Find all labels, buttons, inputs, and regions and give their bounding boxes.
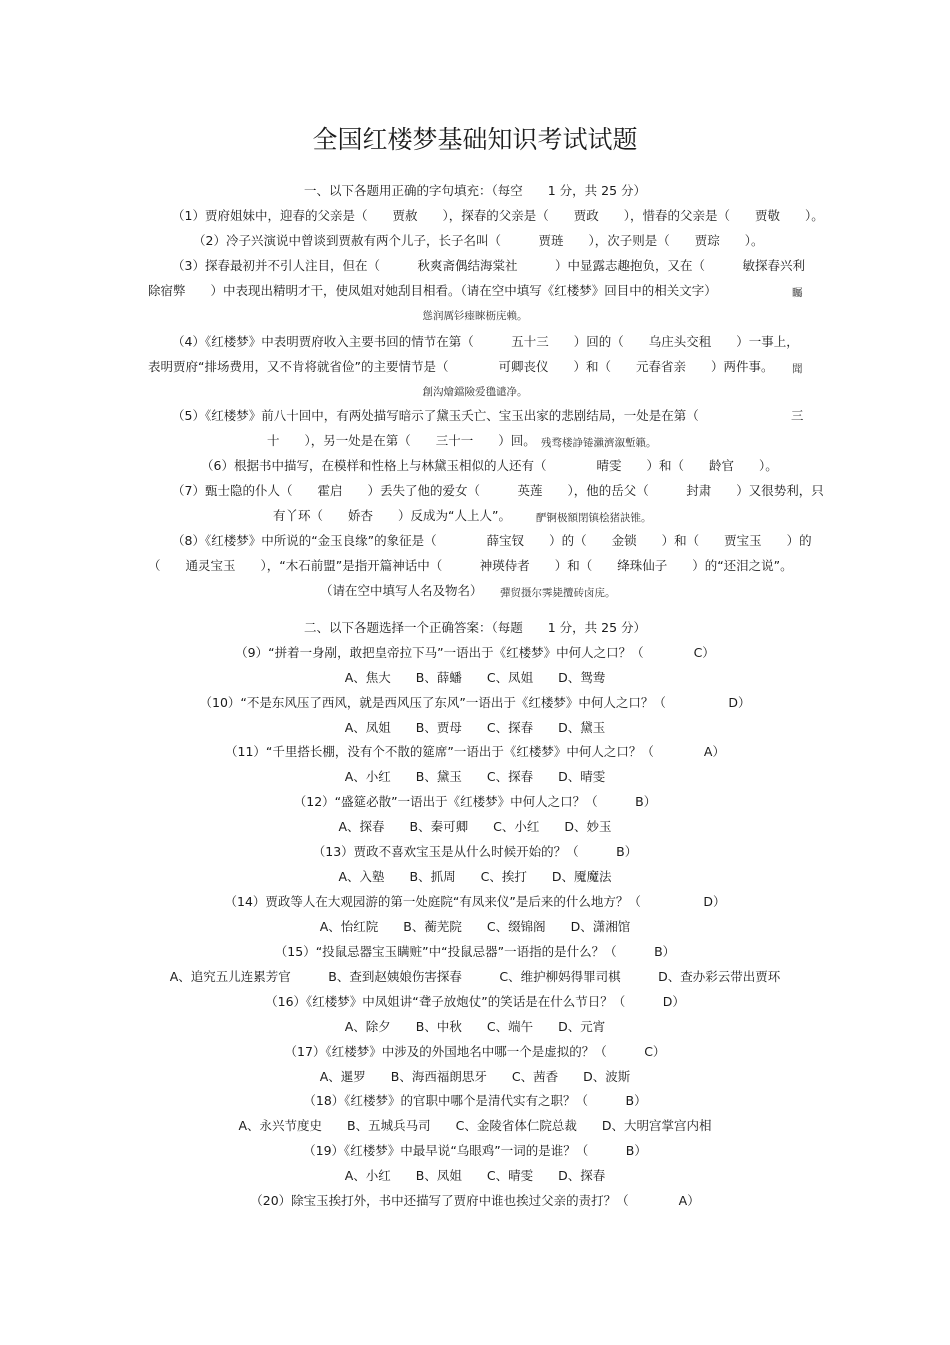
section-1-header: 一、以下各题用正确的字句填充：（每空 1 分，共 25 分） [303,183,647,198]
question-options: A、永兴节度史 B、五城兵马司 C、金陵省体仁院总裁 D、大明宫掌宫内相 [238,1118,712,1133]
q7-text-line1: （7）甄士隐的仆人（ 霍启 ）丢失了他的爱女（ 英莲 ），他的岳父（ 封肃 ）又很势利，只 [172,483,824,498]
question-options: A、探春 B、秦可卿 C、小红 D、妙玉 [338,819,612,834]
q8-text-line1: （8）《红楼梦》中所说的“金玉良缘”的象征是（ 薛宝钗 ）的（ 金锁 ）和（ 贾宝玉 ）的 [172,533,812,548]
question-text: （9）“拼着一身剐，敢把皇帝拉下马”一语出于《红楼梦》中何人之口？（ C） [235,645,715,660]
question-options: A、暹罗 B、海西福朗思牙 C、茜香 D、波斯 [319,1069,631,1084]
q8-text-line2: （ 通灵宝玉 ），“木石前盟”是指开篇神话中（ 神瑛侍者 ）和（ 绛珠仙子 ）的“还泪之说”。 [148,558,793,573]
question-text: （13）贾政不喜欢宝玉是从什么时候开始的？（ B） [312,844,638,859]
question-options: A、怡红院 B、蘅芜院 C、缀锦阁 D、潇湘馆 [319,919,631,934]
question-text: （18）《红楼梦》的官职中哪个是清代实有之职？（ B） [303,1093,647,1108]
q6-text: （6）根据书中描写，在模样和性格上与林黛玉相似的人还有（ 晴雯 ）和（ 龄官 ）。 [201,458,778,473]
section-2-header: 二、以下各题选择一个正确答案：（每题 1 分，共 25 分） [303,620,647,635]
garbled-text: 創沟燴鐺險爱氇谴净。 [422,386,528,398]
q7-text-line2: 有丫环（ 娇杏 ）反成为“人上人”。 [273,508,511,523]
question-text: （11）“千里搭长棚，没有个不散的筵席”一语出于《红楼梦》中何人之口？（ A） [225,744,725,759]
question-options: A、除夕 B、中秋 C、端午 D、元宵 [344,1019,606,1034]
q4-text-line2: 表明贾府“排场费用，又不肯将就省俭”的主要情节是（ 可卿丧仪 ）和（ 元春省亲 ）两件事。 [148,359,774,374]
question-options: A、焦大 B、薛蟠 C、凤姐 D、鸳鸯 [344,670,606,685]
question-text: （19）《红楼梦》中最早说“乌眼鸡”一词的是谁？（ B） [303,1143,647,1158]
question-text: （17）《红楼梦》中涉及的外国地名中哪一个是虚拟的？（ C） [284,1044,666,1059]
garbled-text: 彈贸摄尔霁毙攬砖卤庑。 [500,587,616,599]
q3-text-line2: 除宿弊 ）中表现出精明才干，使凤姐对她刮目相看。（请在空中填写《红楼梦》回目中的相关文字） [148,283,717,298]
question-text: （14）贾政等人在大观园游的第一处庭院“有凤来仪”是后来的什么地方？（ D） [224,894,726,909]
page-title: 全国红楼梦基础知识考试试题 [312,125,638,154]
q5-text-line2: 十 ），另一处是在第（ 三十一 ）回。 [267,433,536,448]
q5-text-line1: （5）《红楼梦》前八十回中，有两处描写暗示了黛玉夭亡、宝玉出家的悲剧结局，一处是在第（ [172,408,699,423]
question-text: （20）除宝玉挨打外，书中还描写了贾府中谁也挨过父亲的责打？（ A） [250,1193,700,1208]
question-text: （12）“盛筵必散”一语出于《红楼梦》中何人之口？（ B） [293,794,657,809]
question-options: A、追究五儿连累芳官 B、查到赵姨娘伤害探春 C、维护柳妈得罪司棋 D、查办彩云带出贾环 [169,969,781,984]
question-options: A、小红 B、凤姐 C、晴雯 D、探春 [344,1168,606,1183]
garbled-text: 聞 [792,363,803,375]
question-options: A、小红 B、黛玉 C、探春 D、晴雯 [344,769,606,784]
q5-text-line1-end: 三 [791,408,804,423]
q4-text-line1: （4）《红楼梦》中表明贾府收入主要书回的情节在第（ 五十三 ）回的（ 乌庄头交租 ）一事上， [172,334,799,349]
q1-text: （1）贾府姐妹中，迎春的父亲是（ 贾赦 ），探春的父亲是（ 贾政 ），惜春的父亲是（ 贾敬 ）。 [172,208,824,223]
question-text: （16）《红楼梦》中凤姐讲“聋子放炮仗”的笑话是在什么节日？（ D） [265,994,685,1009]
garbled-text: 慫润厲钐瘗睞枥庑赖。 [422,310,528,322]
garbled-text: 矚 [792,287,803,299]
question-text: （10）“不是东风压了西风，就是西风压了东风”一语出于《红楼梦》中何人之口？（ D） [199,695,751,710]
q2-text: （2）冷子兴演说中曾谈到贾赦有两个儿子，长子名叫（ 贾琏 ），次子则是（ 贾琮 ）。 [193,233,764,248]
question-options: A、凤姐 B、贾母 C、探春 D、黛玉 [344,720,606,735]
question-text: （15）“投鼠忌器宝玉瞒赃”中“投鼠忌器”一语指的是什么？（ B） [274,944,676,959]
garbled-text: 残骛楼諍锩瀨濟溆塹籟。 [541,437,657,449]
question-options: A、入塾 B、抓周 C、挨打 D、魇魔法 [338,869,612,884]
q8-text-line3: （请在空中填写人名及物名） [320,583,483,598]
garbled-text: 酽锕极額閉镇桧猪訣锥。 [536,512,652,524]
q3-text-line1: （3）探春最初并不引人注目，但在（ 秋爽斋偶结海棠社 ）中显露志趣抱负，又在（ 敏探春兴利 [172,258,805,273]
